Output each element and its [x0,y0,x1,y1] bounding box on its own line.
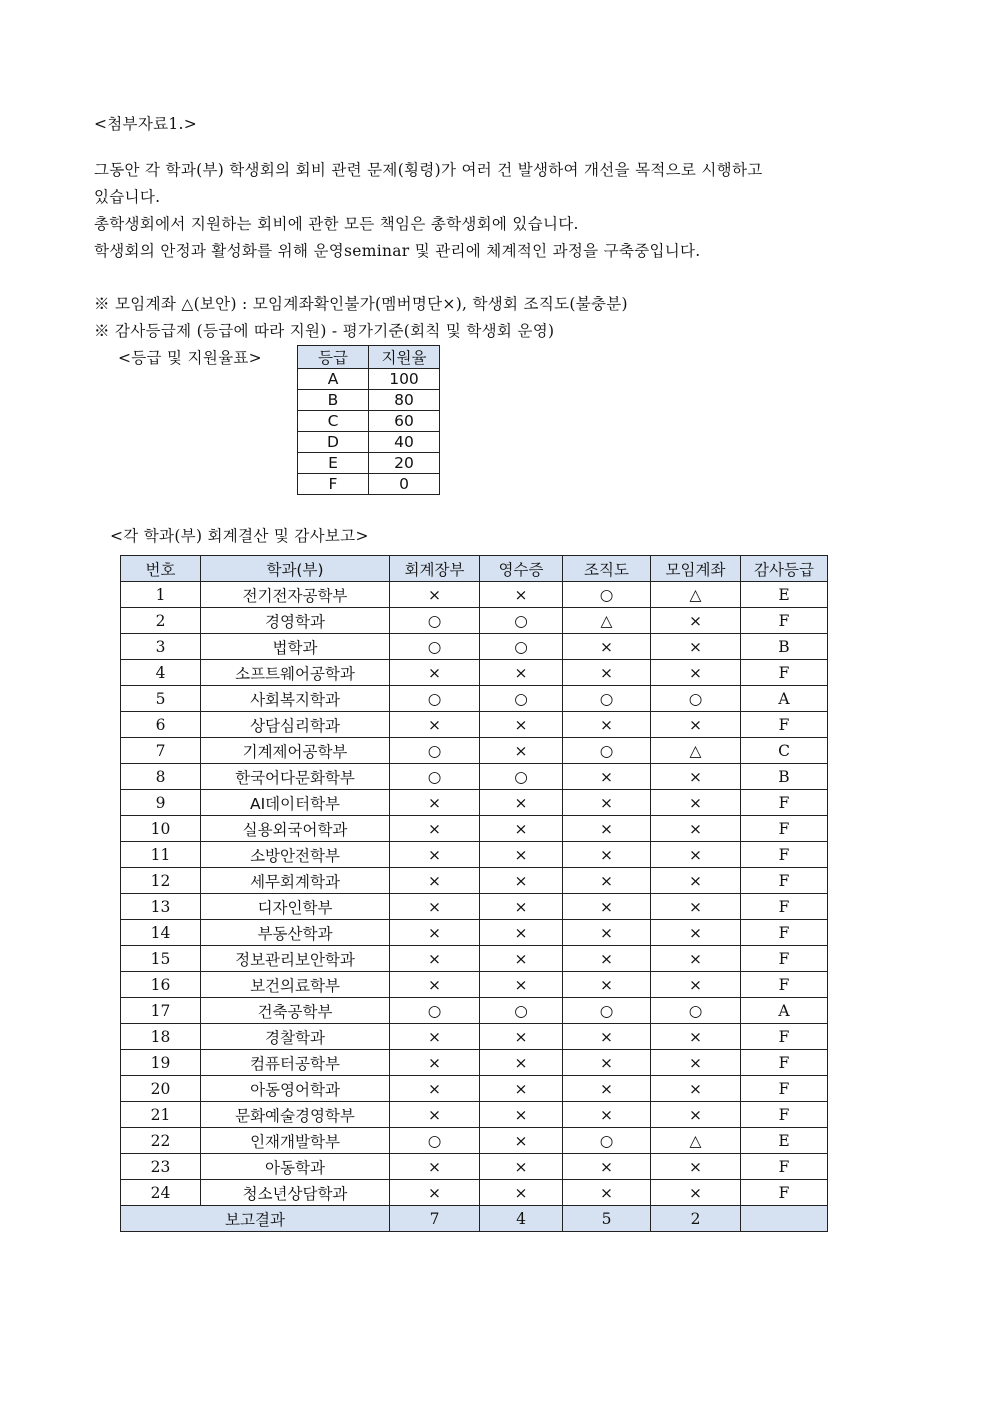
audit-grade: F [741,1102,828,1128]
table-row [121,582,828,608]
org-chart-status: ○ [563,738,651,764]
ledger-status: ○ [390,686,480,712]
row-number: 1 [121,582,201,608]
total-value: 2 [651,1206,741,1232]
receipt-status: × [480,582,563,608]
audit-grade: B [741,634,828,660]
org-chart-status: × [563,1154,651,1180]
audit-grade: F [741,712,828,738]
ledger-status: × [390,1076,480,1102]
audit-header-cell: 조직도 [563,556,651,582]
audit-grade: F [741,1050,828,1076]
audit-grade: F [741,868,828,894]
grade-row [298,453,440,474]
org-chart-status: ○ [563,998,651,1024]
group-account-status: △ [651,582,741,608]
ledger-status: × [390,790,480,816]
support-rate: 0 [369,474,440,495]
row-number: 15 [121,946,201,972]
support-rate: 40 [369,432,440,453]
audit-table [120,555,828,1232]
org-chart-status: × [563,894,651,920]
org-chart-status: △ [563,608,651,634]
grade-row [298,390,440,411]
receipt-status: × [480,1180,563,1206]
receipt-status: ○ [480,998,563,1024]
org-chart-status: × [563,920,651,946]
row-number: 22 [121,1128,201,1154]
ledger-status: × [390,868,480,894]
org-chart-status: × [563,1076,651,1102]
table-row [121,842,828,868]
row-number: 16 [121,972,201,998]
audit-grade: F [741,1180,828,1206]
group-account-status: × [651,946,741,972]
ledger-status: ○ [390,998,480,1024]
receipt-status: × [480,1024,563,1050]
total-value: 7 [390,1206,480,1232]
group-account-status: × [651,1024,741,1050]
table-row [121,1050,828,1076]
row-number: 20 [121,1076,201,1102]
ledger-status: ○ [390,738,480,764]
row-number: 14 [121,920,201,946]
audit-grade: F [741,842,828,868]
org-chart-status: × [563,816,651,842]
org-chart-status: × [563,764,651,790]
row-number: 12 [121,868,201,894]
audit-table-caption: <각 학과(부) 회계결산 및 감사보고> [110,527,369,545]
audit-grade: F [741,946,828,972]
row-number: 24 [121,1180,201,1206]
receipt-status: × [480,842,563,868]
table-row [121,738,828,764]
audit-header-cell: 모임계좌 [651,556,741,582]
department-name: 한국어다문화학부 [201,764,390,790]
audit-grade: E [741,582,828,608]
row-number: 18 [121,1024,201,1050]
table-row [121,998,828,1024]
row-number: 9 [121,790,201,816]
department-name: 경영학과 [201,608,390,634]
table-row [121,1102,828,1128]
audit-header-cell: 감사등급 [741,556,828,582]
row-number: 21 [121,1102,201,1128]
audit-grade: F [741,1154,828,1180]
receipt-status: × [480,868,563,894]
department-name: 법학과 [201,634,390,660]
table-row [121,608,828,634]
paragraph-line: 그동안 각 학과(부) 학생회의 회비 관련 문제(횡령)가 여러 건 발생하여 개선을 목적으로 시행하고 [94,161,763,179]
group-account-status: × [651,608,741,634]
table-row [121,686,828,712]
audit-grade: F [741,660,828,686]
group-account-status: × [651,920,741,946]
group-account-status: × [651,660,741,686]
row-number: 2 [121,608,201,634]
org-chart-status: × [563,712,651,738]
department-name: 소프트웨어공학과 [201,660,390,686]
table-row [121,1024,828,1050]
table-row [121,764,828,790]
audit-header-cell: 학과(부) [201,556,390,582]
total-value: 5 [563,1206,651,1232]
total-value: 4 [480,1206,563,1232]
support-rate: 100 [369,369,440,390]
group-account-status: × [651,634,741,660]
row-number: 8 [121,764,201,790]
department-name: 아동영어학과 [201,1076,390,1102]
org-chart-status: × [563,868,651,894]
org-chart-status: ○ [563,582,651,608]
org-chart-status: × [563,972,651,998]
department-name: 경찰학과 [201,1024,390,1050]
table-row [121,816,828,842]
ledger-status: × [390,1102,480,1128]
row-number: 4 [121,660,201,686]
group-account-status: × [651,842,741,868]
row-number: 11 [121,842,201,868]
grade-row [298,411,440,432]
department-name: 정보관리보안학과 [201,946,390,972]
grade-letter: A [298,369,369,390]
receipt-status: × [480,1154,563,1180]
org-chart-status: × [563,1180,651,1206]
department-name: 건축공학부 [201,998,390,1024]
receipt-status: × [480,1050,563,1076]
table-row [121,1180,828,1206]
row-number: 13 [121,894,201,920]
support-rate: 60 [369,411,440,432]
ledger-status: × [390,894,480,920]
grade-letter: E [298,453,369,474]
ledger-status: × [390,946,480,972]
ledger-status: × [390,712,480,738]
row-number: 23 [121,1154,201,1180]
ledger-status: × [390,972,480,998]
audit-grade: F [741,920,828,946]
audit-grade: E [741,1128,828,1154]
department-name: 컴퓨터공학부 [201,1050,390,1076]
table-row [121,1128,828,1154]
department-name: 청소년상담학과 [201,1180,390,1206]
paragraph-line: 학생회의 안정과 활성화를 위해 운영seminar 및 관리에 체계적인 과정을 구축중입니다. [94,242,701,260]
receipt-status: × [480,894,563,920]
receipt-status: ○ [480,764,563,790]
support-rate: 20 [369,453,440,474]
department-name: 기계제어공학부 [201,738,390,764]
audit-table-header-row [121,556,828,582]
audit-grade: F [741,894,828,920]
grade-letter: B [298,390,369,411]
ledger-status: × [390,660,480,686]
grade-table-caption: <등급 및 지원율표> [118,349,262,367]
ledger-status: ○ [390,634,480,660]
attachment-title: <첨부자료1.> [94,115,198,133]
group-account-status: ○ [651,998,741,1024]
row-number: 6 [121,712,201,738]
table-row [121,634,828,660]
group-account-status: ○ [651,686,741,712]
receipt-status: × [480,1128,563,1154]
receipt-status: × [480,920,563,946]
ledger-status: × [390,1050,480,1076]
org-chart-status: × [563,946,651,972]
receipt-status: × [480,738,563,764]
paragraph-line: 있습니다. [94,188,161,206]
table-row [121,712,828,738]
department-name: 사회복지학과 [201,686,390,712]
support-rate: 80 [369,390,440,411]
ledger-status: ○ [390,764,480,790]
receipt-status: × [480,712,563,738]
audit-grade: F [741,790,828,816]
audit-grade: F [741,972,828,998]
receipt-status: ○ [480,608,563,634]
ledger-status: × [390,1180,480,1206]
table-row [121,920,828,946]
row-number: 7 [121,738,201,764]
org-chart-status: ○ [563,1128,651,1154]
receipt-status: × [480,1076,563,1102]
receipt-status: × [480,1102,563,1128]
grade-letter: F [298,474,369,495]
department-name: 디자인학부 [201,894,390,920]
audit-header-cell: 회계장부 [390,556,480,582]
group-account-status: × [651,1102,741,1128]
org-chart-status: × [563,1050,651,1076]
ledger-status: ○ [390,1128,480,1154]
org-chart-status: × [563,842,651,868]
department-name: 보건의료학부 [201,972,390,998]
grade-letter: C [298,411,369,432]
receipt-status: × [480,790,563,816]
grade-row [298,432,440,453]
row-number: 19 [121,1050,201,1076]
ledger-status: ○ [390,608,480,634]
table-row [121,894,828,920]
ledger-status: × [390,816,480,842]
ledger-status: × [390,582,480,608]
group-account-status: × [651,816,741,842]
total-label: 보고결과 [121,1206,390,1232]
group-account-status: × [651,712,741,738]
table-row [121,868,828,894]
receipt-status: × [480,816,563,842]
department-name: 상담심리학과 [201,712,390,738]
receipt-status: ○ [480,686,563,712]
department-name: 세무회계학과 [201,868,390,894]
audit-grade: A [741,686,828,712]
ledger-status: × [390,842,480,868]
group-account-status: × [651,790,741,816]
group-account-status: × [651,1180,741,1206]
department-name: 전기전자공학부 [201,582,390,608]
audit-header-cell: 영수증 [480,556,563,582]
receipt-status: ○ [480,634,563,660]
row-number: 10 [121,816,201,842]
group-account-status: × [651,868,741,894]
row-number: 3 [121,634,201,660]
department-name: 부동산학과 [201,920,390,946]
row-number: 17 [121,998,201,1024]
department-name: 실용외국어학과 [201,816,390,842]
group-account-status: × [651,764,741,790]
org-chart-status: × [563,1024,651,1050]
ledger-status: × [390,1154,480,1180]
audit-total-row [121,1206,828,1232]
table-row [121,1076,828,1102]
receipt-status: × [480,660,563,686]
audit-header-cell: 번호 [121,556,201,582]
grade-table-header-row [298,346,440,369]
group-account-status: × [651,1050,741,1076]
table-row [121,660,828,686]
audit-grade: F [741,1076,828,1102]
department-name: AI데이터학부 [201,790,390,816]
grade-row [298,369,440,390]
paragraph-line: 총학생회에서 지원하는 회비에 관한 모든 책임은 총학생회에 있습니다. [94,215,579,233]
audit-grade: A [741,998,828,1024]
row-number: 5 [121,686,201,712]
department-name: 소방안전학부 [201,842,390,868]
ledger-status: × [390,1024,480,1050]
grade-header-cell: 지원율 [369,346,440,369]
group-account-status: × [651,1154,741,1180]
grade-row [298,474,440,495]
org-chart-status: × [563,1102,651,1128]
table-row [121,972,828,998]
audit-grade: F [741,608,828,634]
group-account-status: × [651,1076,741,1102]
ledger-status: × [390,920,480,946]
group-account-status: △ [651,1128,741,1154]
department-name: 아동학과 [201,1154,390,1180]
audit-grade: F [741,816,828,842]
grade-header-cell: 등급 [298,346,369,369]
group-account-status: × [651,894,741,920]
receipt-status: × [480,946,563,972]
org-chart-status: × [563,634,651,660]
receipt-status: × [480,972,563,998]
audit-grade: C [741,738,828,764]
group-account-status: × [651,972,741,998]
org-chart-status: × [563,660,651,686]
org-chart-status: ○ [563,686,651,712]
grade-table [297,345,440,495]
note-line: ※ 감사등급제 (등급에 따라 지원) - 평가기준(회칙 및 학생회 운영) [94,322,555,340]
department-name: 인재개발학부 [201,1128,390,1154]
org-chart-status: × [563,790,651,816]
table-row [121,790,828,816]
total-value [741,1206,828,1232]
department-name: 문화예술경영학부 [201,1102,390,1128]
table-row [121,1154,828,1180]
grade-letter: D [298,432,369,453]
note-line: ※ 모임계좌 △(보안) : 모임계좌확인불가(멤버명단×), 학생회 조직도(불충분) [94,295,628,313]
audit-grade: F [741,1024,828,1050]
table-row [121,946,828,972]
audit-grade: B [741,764,828,790]
group-account-status: △ [651,738,741,764]
